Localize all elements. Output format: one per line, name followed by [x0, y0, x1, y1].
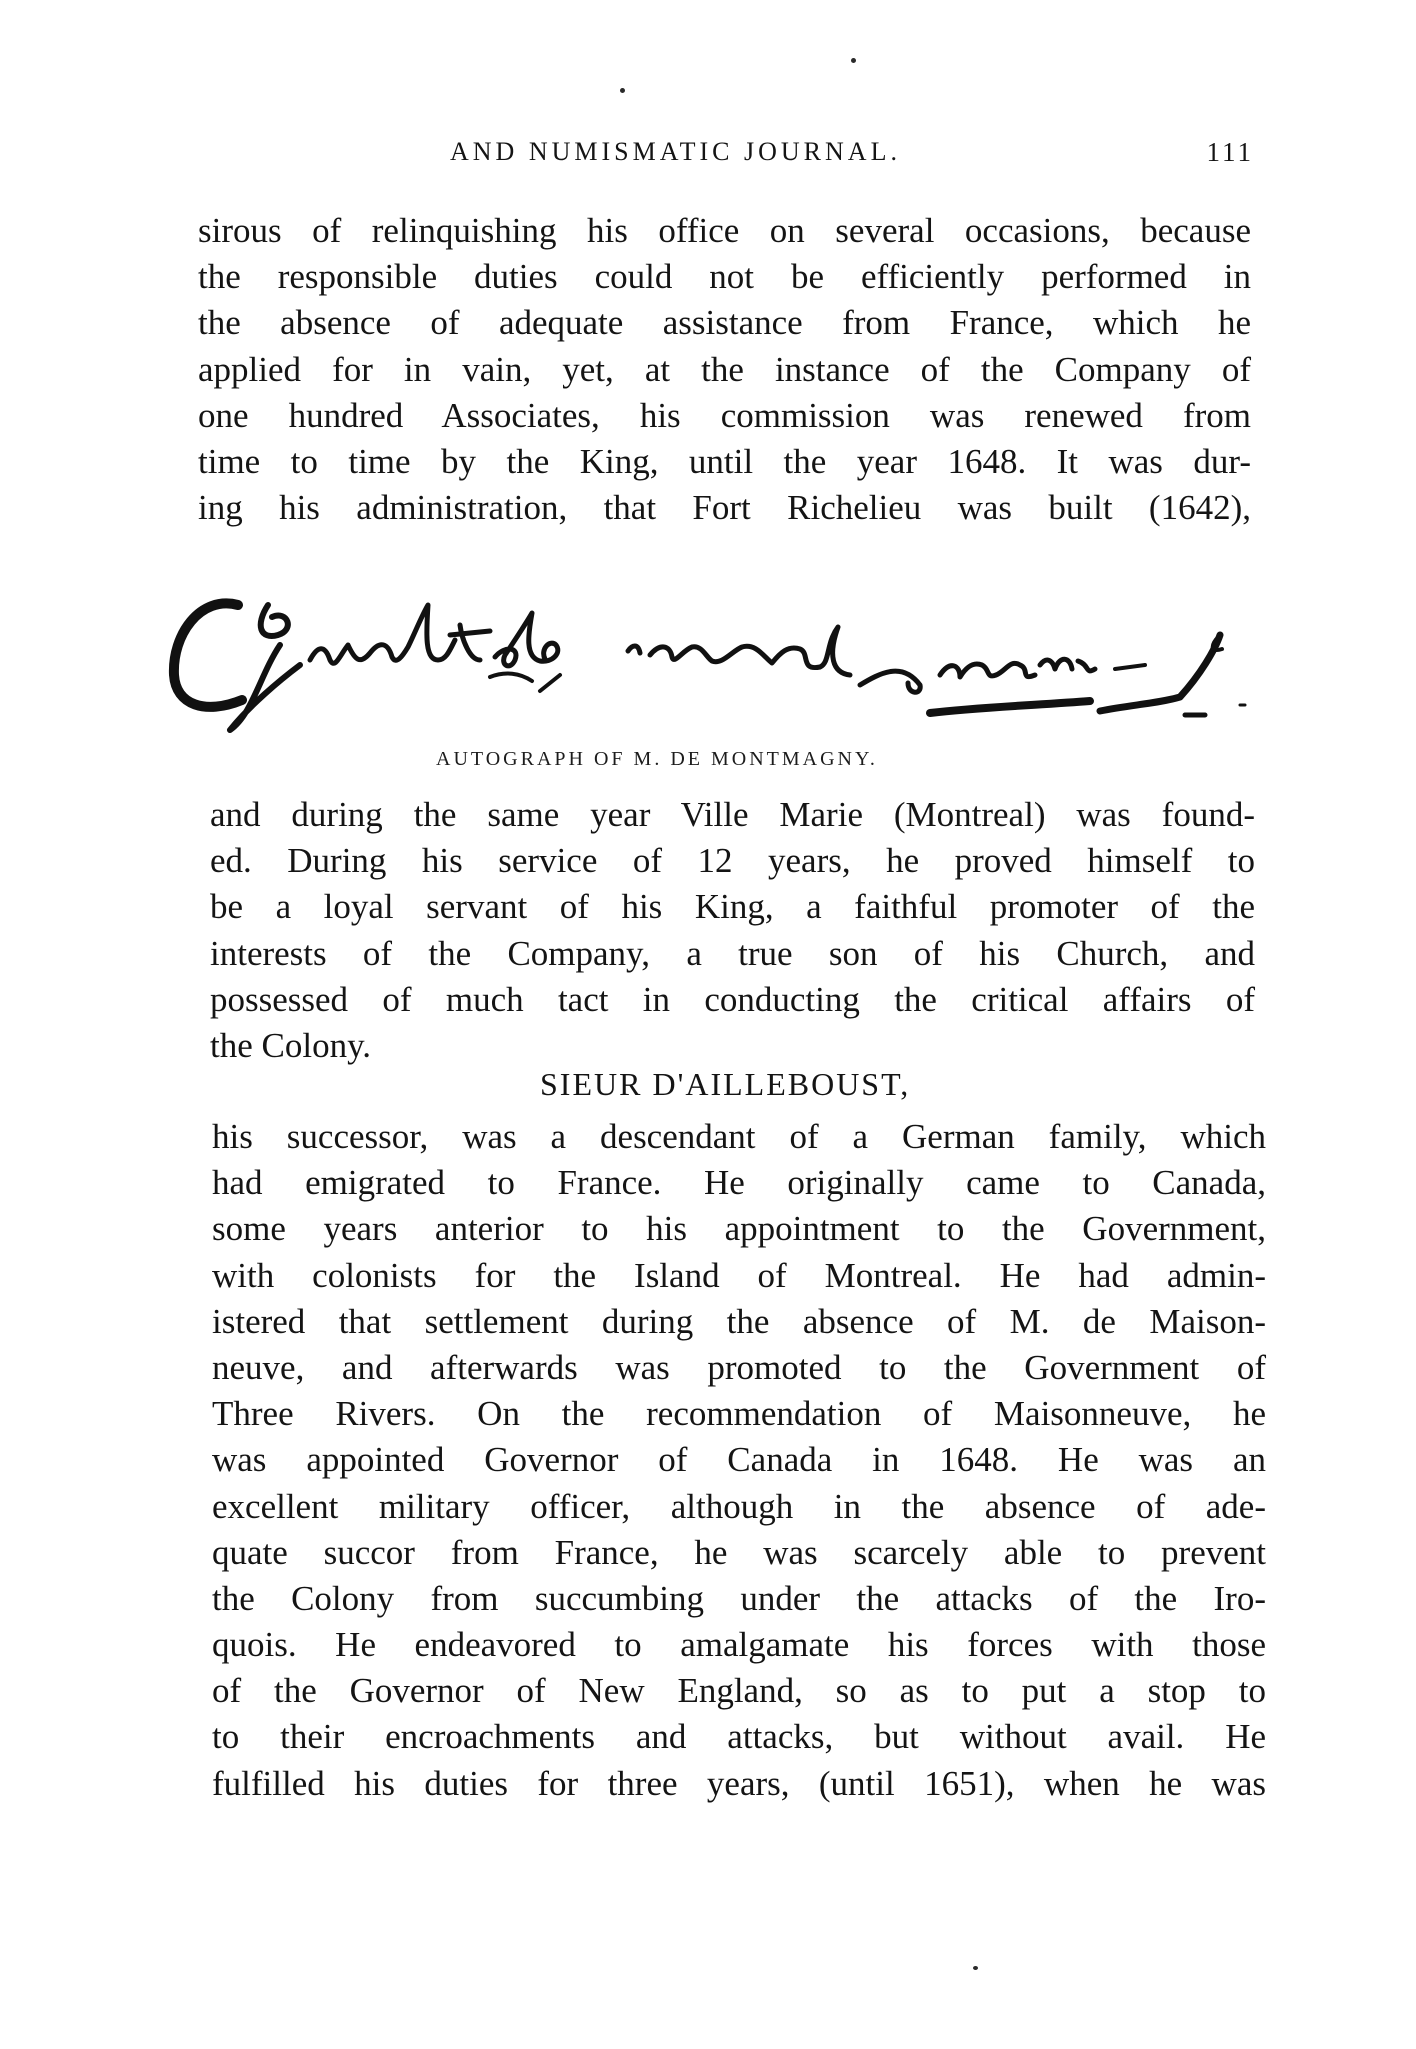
text-line: his successor, was a descendant of a German family, which — [212, 1117, 1266, 1156]
print-speck — [851, 58, 856, 63]
page-number: 111 — [1206, 137, 1254, 167]
text-line: interests of the Company, a true son of his Church, and — [210, 933, 1255, 973]
text-line: was appointed Governor of Canada in 1648. He was an — [212, 1440, 1266, 1480]
text-line: istered that settlement during the absence of M. de Maison- — [212, 1301, 1266, 1341]
text-line: possessed of much tact in conducting the critical affairs of — [210, 979, 1255, 1019]
text-line: the responsible duties could not be efficiently performed in — [198, 257, 1251, 297]
paragraph-continuation — [198, 208, 1251, 531]
paragraph — [212, 1114, 1266, 1807]
running-head — [200, 133, 1254, 173]
section-heading: SIEUR D'AILLEBOUST, — [540, 1066, 911, 1102]
text-line: of the Governor of New England, so as to put a stop to — [212, 1671, 1266, 1711]
text-line: the Colony. — [210, 1025, 372, 1065]
text-line: some years anterior to his appointment to the Government, — [212, 1209, 1266, 1249]
text-line: applied for in vain, yet, at the instance of the Company of — [198, 349, 1251, 389]
text-line: one hundred Associates, his commission was renewed from — [198, 395, 1251, 435]
running-title: AND NUMISMATIC JOURNAL. — [450, 137, 901, 166]
text-line: neuve, and afterwards was promoted to the Government of — [212, 1347, 1266, 1387]
text-line: quate succor from France, he was scarcely able to prevent — [212, 1532, 1266, 1572]
text-line: Three Rivers. On the recommendation of Maisonneuve, he — [212, 1394, 1266, 1434]
text-line: quois. He endeavored to amalgamate his forces with those — [212, 1625, 1266, 1665]
paragraph — [210, 792, 1255, 1069]
text-line: sirous of relinquishing his office on several occasions, because — [198, 211, 1251, 250]
text-line: ing his administration, that Fort Richelieu was built (1642), — [198, 488, 1251, 528]
text-line: to their encroachments and attacks, but without avail. He — [212, 1717, 1266, 1757]
figure-caption: AUTOGRAPH OF M. DE MONTMAGNY. — [436, 748, 878, 770]
text-line: time to time by the King, until the year 1648. It was dur- — [198, 441, 1251, 481]
print-speck — [973, 1966, 978, 1970]
text-line: excellent military officer, although in the absence of ade- — [212, 1486, 1266, 1526]
text-line: had emigrated to France. He originally came to Canada, — [212, 1163, 1266, 1203]
text-line: with colonists for the Island of Montreal. He had admin- — [212, 1255, 1266, 1295]
print-speck — [620, 88, 625, 93]
text-line: ed. During his service of 12 years, he proved himself to — [210, 841, 1255, 881]
text-line: the absence of adequate assistance from France, which he — [198, 303, 1251, 343]
text-line: fulfilled his duties for three years, (until 1651), when he was — [212, 1763, 1266, 1803]
text-line: be a loyal servant of his King, a faithful promoter of the — [210, 887, 1255, 927]
text-line: and during the same year Ville Marie (Montreal) was found- — [210, 795, 1255, 834]
signature-autograph — [160, 565, 1310, 735]
text-line: the Colony from succumbing under the attacks of the Iro- — [212, 1578, 1266, 1618]
